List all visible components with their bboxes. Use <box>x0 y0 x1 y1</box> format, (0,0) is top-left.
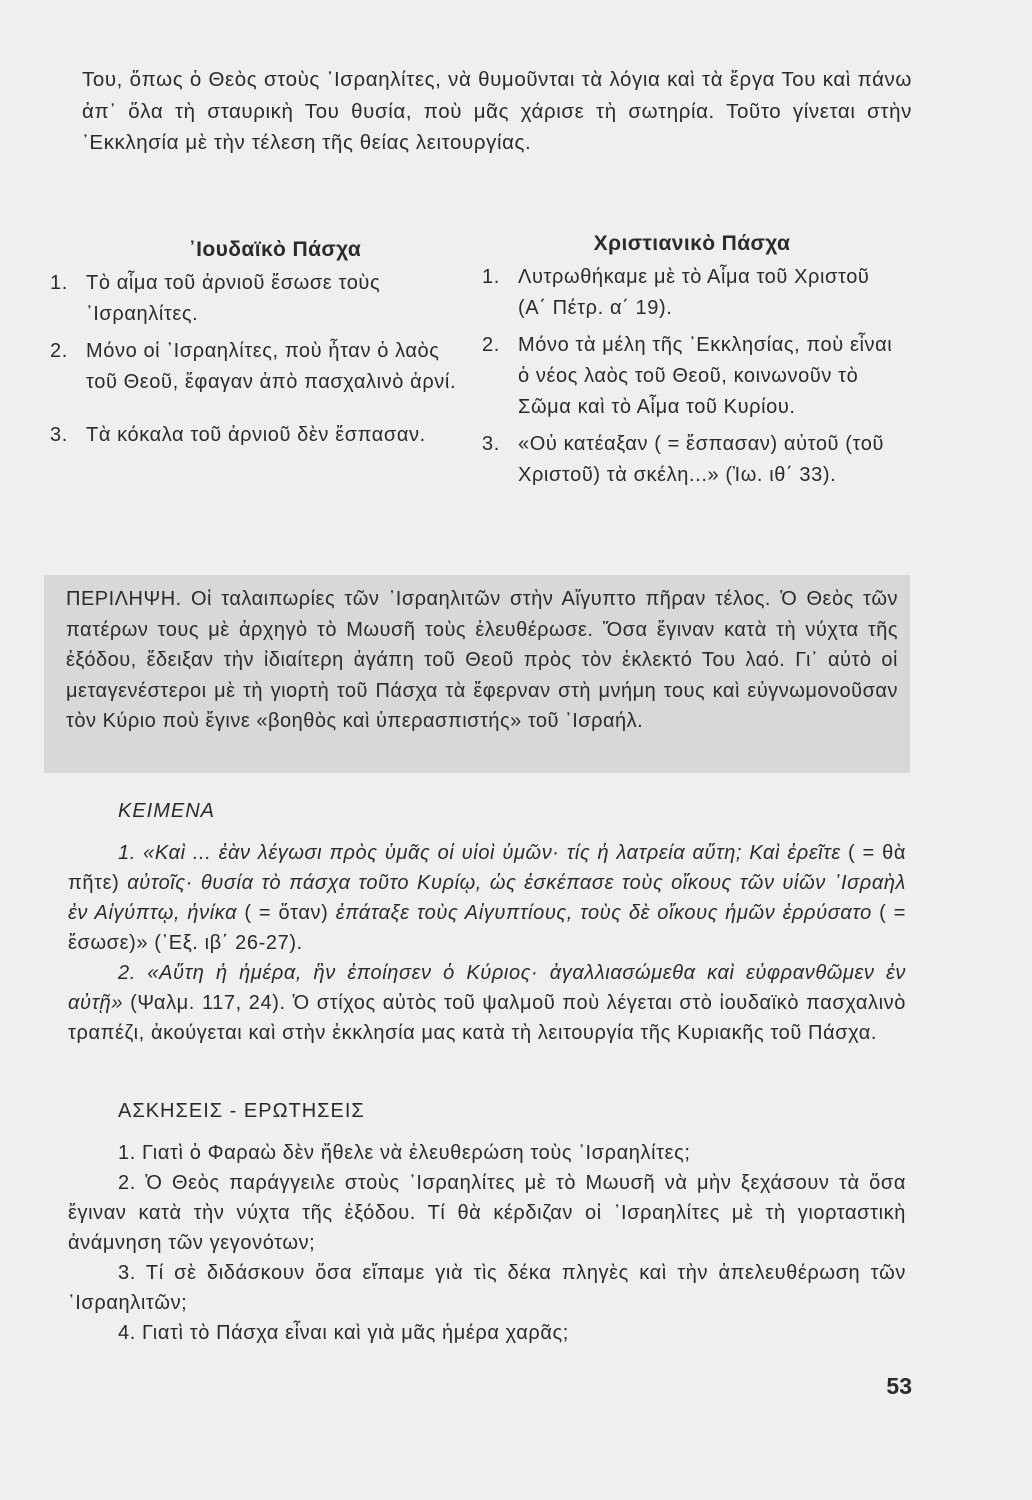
question: 1. Γιατὶ ὁ Φαραὼ δὲν ἤθελε νὰ ἐλευθερώση τοὺς ᾿Ισραηλίτες; <box>118 1142 691 1164</box>
quote-text: 1. «Καὶ ... ἐὰν λέγωσι πρὸς ὑμᾶς οἱ υἱοὶ ὑμῶν· τίς ἡ λατρεία αὕτη; Καὶ ἐρεῖτε <box>118 842 841 864</box>
item-number: 2. <box>50 340 68 362</box>
jewish-passover-column <box>50 238 460 457</box>
christian-passover-title: Χριστιανικὸ Πάσχα <box>593 232 791 255</box>
text-item-2 <box>68 958 906 1048</box>
texts-section <box>68 838 906 1048</box>
question: 4. Γιατὶ τὸ Πάσχα εἶναι καὶ γιὰ μᾶς ἡμέρα χαρᾶς; <box>118 1322 569 1344</box>
question: 2. Ὁ Θεὸς παράγγειλε στοὺς ᾿Ισραηλίτες μὲ τὸ Μωυσῆ νὰ μὴν ξεχάσουν τὰ ὅσα ἔγιναν κατὰ τὴν νύχτα τῆς ἐξόδου. Τί θὰ κέρδιζαν οἱ ᾿Ισραηλίτες μὲ τὴ γιορταστικὴ ἀνάμνηση τῶν γεγονότων; <box>68 1172 906 1254</box>
list-item <box>482 262 902 324</box>
item-text: Μόνο οἱ ᾿Ισραηλίτες, ποὺ ἦταν ὁ λαὸς τοῦ Θεοῦ, ἔφαγαν ἀπὸ πασχαλινὸ ἀρνί. <box>86 340 457 393</box>
commentary: (Ψαλμ. 117, 24). Ὁ στίχος αὐτὸς τοῦ ψαλμοῦ ποὺ λέγεται στὸ ἰουδαϊκὸ πασχαλινὸ τραπέζι, ἀκούγεται καὶ στὴν ἐκκλησία μας κατὰ τὴ λειτουργία τῆς Κυριακῆς τοῦ Πάσχα. <box>68 992 906 1044</box>
item-text: Λυτρωθήκαμε μὲ τὸ Αἷμα τοῦ Χριστοῦ (Α΄ Πέτρ. α΄ 19). <box>518 266 870 319</box>
list-item <box>482 429 902 491</box>
list-item <box>50 268 460 330</box>
item-text: Τὸ αἷμα τοῦ ἀρνιοῦ ἔσωσε τοὺς ᾿Ισραηλίτες. <box>86 272 381 325</box>
item-number: 3. <box>50 424 68 446</box>
item-number: 2. <box>482 334 500 356</box>
gloss: ( = θὰ πῆτε) <box>68 842 906 894</box>
item-text: «Οὐ κατέαξαν ( = ἔσπασαν) αὐτοῦ (τοῦ Χριστοῦ) τὰ σκέλη...» (Ἰω. ιθ΄ 33). <box>518 433 884 486</box>
item-number: 3. <box>482 433 500 455</box>
christian-passover-column <box>482 232 902 497</box>
texts-heading: ΚΕΙΜΕΝΑ <box>118 800 216 822</box>
text-item-1 <box>68 838 906 958</box>
gloss: ( = ὅταν) <box>237 902 336 924</box>
quote-text: ἐπάταξε τοὺς Αἰγυπτίους, τοὺς δὲ οἴκους ἡμῶν ἐρρύσατο <box>335 902 872 924</box>
list-item <box>50 420 460 451</box>
exercises-heading: ΑΣΚΗΣΕΙΣ - ΕΡΩΤΗΣΕΙΣ <box>118 1100 365 1122</box>
item-text: Τὰ κόκαλα τοῦ ἀρνιοῦ δὲν ἔσπασαν. <box>86 424 426 446</box>
list-item <box>50 336 460 398</box>
list-item <box>482 330 902 423</box>
item-number: 1. <box>50 272 68 294</box>
jewish-passover-title: ᾿Ιουδαϊκὸ Πάσχα <box>188 238 362 261</box>
item-text: Μόνο τὰ μέλη τῆς ᾿Εκκλησίας, ποὺ εἶναι ὁ νέος λαὸς τοῦ Θεοῦ, κοινωνοῦν τὸ Σῶμα καὶ τὸ Αἷμα τοῦ Κυρίου. <box>518 334 893 418</box>
summary-paragraph: ΠΕΡΙΛΗΨΗ. Οἱ ταλαιπωρίες τῶν ᾿Ισραηλιτῶν στὴν Αἴγυπτο πῆραν τέλος. Ὁ Θεὸς τῶν πατέρων τους μὲ ἀρχηγὸ τὸ Μωυσῆ τοὺς ἐλευθέρωσε. Ὅσα ἔγιναν κατὰ τὴ νύχτα τῆς ἐξόδου, ἔδειξαν τὴν ἰδιαίτερη ἀγάπη τοῦ Θεοῦ πρὸς τὸν ἐκλεκτό Του λαό. Γι᾿ αὐτὸ οἱ μεταγενέστεροι μὲ τὴ γιορτὴ τοῦ Πάσχα τὰ ἔφερναν στὴ μνήμη τους καὶ εὐγνωμονοῦσαν τὸν Κύριο ποὺ ἔγινε «βοηθὸς καὶ ὑπερασπιστής» τοῦ ᾿Ισραήλ. <box>66 588 898 732</box>
item-number: 1. <box>482 266 500 288</box>
exercises-section <box>68 1138 906 1348</box>
page-number: 53 <box>886 1373 912 1399</box>
intro-paragraph: Του, ὅπως ὁ Θεὸς στοὺς ᾿Ισραηλίτες, νὰ θυμοῦνται τὰ λόγια καὶ τὰ ἔργα Του καὶ πάνω ἀπ᾿ ὅλα τὴ σταυρικὴ Του θυσία, ποὺ μᾶς χάρισε τὴ σωτηρία. Τοῦτο γίνεται στὴν ᾿Εκκλησία μὲ τὴν τέλεση τῆς θείας λειτουργίας. <box>82 68 912 154</box>
question: 3. Τί σὲ διδάσκουν ὅσα εἴπαμε γιὰ τὶς δέκα πληγὲς καὶ τὴν ἀπελευθέρωση τῶν ᾿Ισραηλιτῶν; <box>68 1262 906 1314</box>
quote-text: 2. «Αὕτη ἡ ἡμέρα, ἣν ἐποίησεν ὁ Κύριος· ἀγαλλιασώμεθα καὶ εὐφρανθῶμεν ἐν αὐτῇ» <box>68 962 906 1014</box>
quote-text: αὐτοῖς· θυσία τὸ πάσχα τοῦτο Κυρίῳ, ὡς ἐσκέπασε τοὺς οἴκους τῶν υἱῶν ᾿Ισραὴλ ἐν Αἰγύπτῳ, ἡνίκα <box>68 872 906 924</box>
gloss: ( = ἔσωσε)» (᾿Εξ. ιβ΄ 26-27). <box>68 902 906 954</box>
